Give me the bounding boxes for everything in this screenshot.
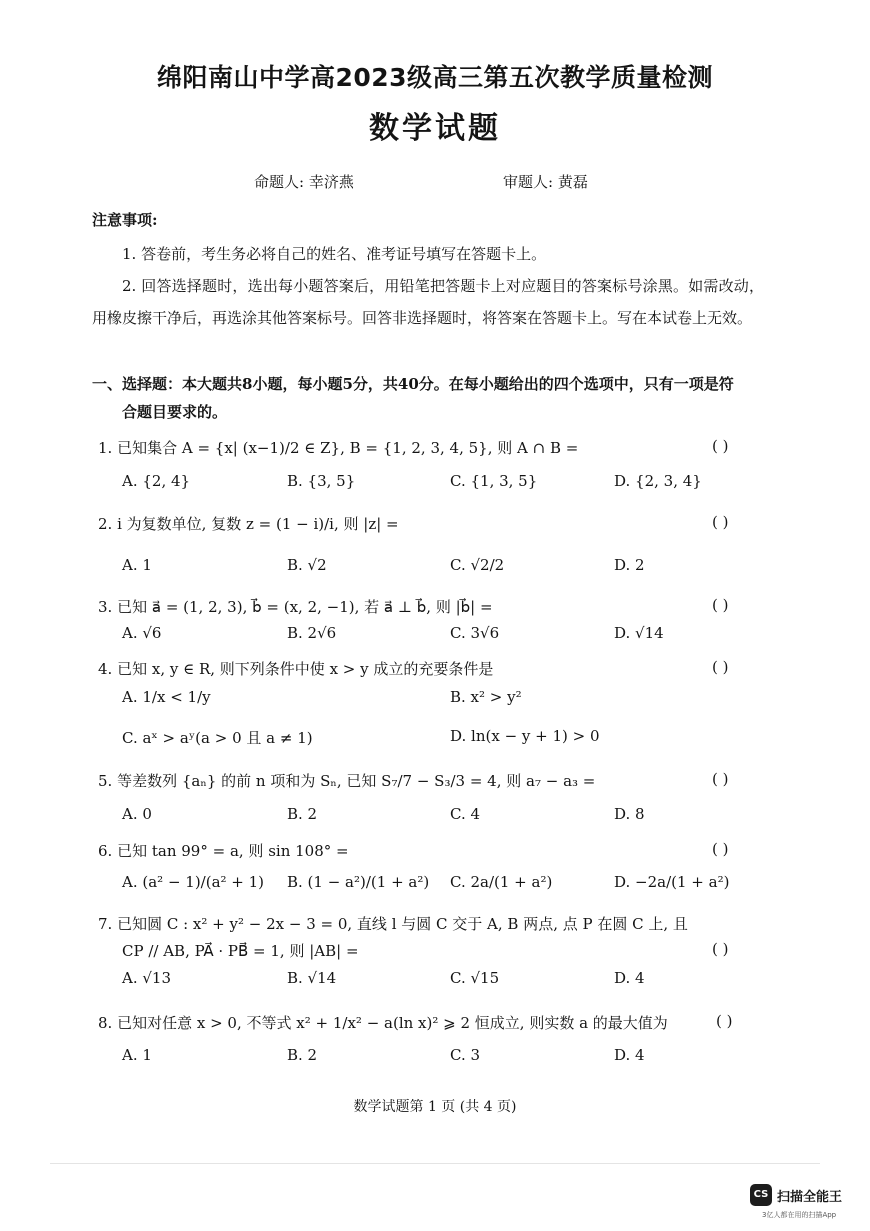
q8-option-c: C. 3 bbox=[450, 1046, 481, 1064]
section-heading: 一、选择题：本大题共8小题，每小题5分，共40分。在每小题给出的四个选项中，只有一项是符 合题目要求的。 bbox=[92, 375, 734, 421]
q2-option-a: A. 1 bbox=[122, 556, 152, 574]
q8-option-a: A. 1 bbox=[122, 1046, 152, 1064]
footer-divider bbox=[50, 1163, 820, 1164]
watermark-tagline: 3亿人都在用的扫描App bbox=[762, 1211, 837, 1219]
setter-label: 命题人: 幸济燕 bbox=[254, 173, 354, 191]
q8-option-b: B. 2 bbox=[287, 1046, 318, 1064]
question-1: 1. 已知集合 A = {x| (x−1)/2 ∈ Z}, B = {1, 2, 3, 4, 5}, 则 A ∩ B = bbox=[98, 439, 579, 457]
answer-bracket-4: ( ) bbox=[712, 658, 729, 676]
question-5: 5. 等差数列 {aₙ} 的前 n 项和为 Sₙ, 已知 S₇/7 − S₃/3 = 4, 则 a₇ − a₃ = bbox=[98, 772, 596, 790]
q1-option-c: C. {1, 3, 5} bbox=[450, 472, 538, 490]
page-footer: 数学试题第 1 页 (共 4 页) bbox=[353, 1099, 517, 1115]
q7-option-b: B. √14 bbox=[287, 969, 337, 987]
q2-option-c: C. √2/2 bbox=[450, 556, 505, 574]
watermark-name: 扫描全能王 bbox=[777, 1190, 843, 1205]
q6-option-d: D. −2a/(1 + a²) bbox=[614, 873, 730, 891]
answer-bracket-6: ( ) bbox=[712, 840, 729, 858]
q6-option-a: A. (a² − 1)/(a² + 1) bbox=[122, 873, 265, 891]
notes-heading: 注意事项: bbox=[92, 211, 158, 229]
scanner-watermark bbox=[750, 1182, 860, 1222]
q4-option-d: D. ln(x − y + 1) > 0 bbox=[450, 727, 600, 745]
q5-option-b: B. 2 bbox=[287, 805, 318, 823]
q6-option-b: B. (1 − a²)/(1 + a²) bbox=[287, 873, 430, 891]
answer-bracket-7: ( ) bbox=[712, 940, 729, 958]
answer-bracket-3: ( ) bbox=[712, 596, 729, 614]
note-item-2: 2. 回答选择题时，选出每小题答案后，用铅笔把答题卡上对应题目的答案标号涂黑。如需改动，用橡皮擦干净后，再选涂其他答案标号。回答非选择题时，将答案在答题卡上。写在本试卷上无效。 bbox=[92, 277, 764, 327]
reviewer-label: 审题人: 黄磊 bbox=[503, 173, 588, 191]
answer-bracket-8: ( ) bbox=[716, 1012, 733, 1030]
q1-option-a: A. {2, 4} bbox=[122, 472, 191, 490]
q3-option-b: B. 2√6 bbox=[287, 624, 337, 642]
question-8: 8. 已知对任意 x > 0, 不等式 x² + 1/x² − a(ln x)² ⩾ 2 恒成立, 则实数 a 的最大值为 bbox=[98, 1014, 668, 1032]
q5-option-a: A. 0 bbox=[122, 805, 152, 823]
q5-option-d: D. 8 bbox=[614, 805, 645, 823]
q4-option-a: A. 1/x < 1/y bbox=[122, 688, 211, 706]
q3-option-a: A. √6 bbox=[122, 624, 162, 642]
q6-option-c: C. 2a/(1 + a²) bbox=[450, 873, 553, 891]
q5-option-c: C. 4 bbox=[450, 805, 481, 823]
q7-option-c: C. √15 bbox=[450, 969, 500, 987]
q7-option-a: A. √13 bbox=[122, 969, 172, 987]
question-7-line-2: CP // AB, PA⃗ · PB⃗ = 1, 则 |AB| = bbox=[122, 942, 359, 960]
question-6: 6. 已知 tan 99° = a, 则 sin 108° = bbox=[98, 842, 349, 860]
q2-option-d: D. 2 bbox=[614, 556, 645, 574]
q1-option-d: D. {2, 3, 4} bbox=[614, 472, 702, 490]
question-2: 2. i 为复数单位, 复数 z = (1 − i)/i, 则 |z| = bbox=[98, 515, 399, 533]
question-7: 7. 已知圆 C : x² + y² − 2x − 3 = 0, 直线 l 与圆 C 交于 A, B 两点, 点 P 在圆 C 上, 且 bbox=[98, 915, 688, 933]
answer-bracket-5: ( ) bbox=[712, 770, 729, 788]
exam-subtitle: 数学试题 bbox=[369, 111, 501, 146]
camscanner-logo-icon: CS bbox=[750, 1184, 772, 1206]
q7-option-d: D. 4 bbox=[614, 969, 645, 987]
q4-option-b: B. x² > y² bbox=[450, 688, 522, 706]
q3-option-c: C. 3√6 bbox=[450, 624, 500, 642]
q2-option-b: B. √2 bbox=[287, 556, 327, 574]
q8-option-d: D. 4 bbox=[614, 1046, 645, 1064]
question-4: 4. 已知 x, y ∈ R, 则下列条件中使 x > y 成立的充要条件是 bbox=[98, 660, 494, 678]
answer-bracket-2: ( ) bbox=[712, 513, 729, 531]
q4-option-c: C. aˣ > aʸ(a > 0 且 a ≠ 1) bbox=[122, 729, 313, 747]
answer-bracket-1: ( ) bbox=[712, 437, 729, 455]
q1-option-b: B. {3, 5} bbox=[287, 472, 356, 490]
question-3: 3. 已知 a⃗ = (1, 2, 3), b⃗ = (x, 2, −1), 若 a⃗ ⊥ b⃗, 则 |b⃗| = bbox=[98, 598, 493, 616]
q3-option-d: D. √14 bbox=[614, 624, 664, 642]
exam-title: 绵阳南山中学高2023级高三第五次教学质量检测 bbox=[156, 63, 714, 92]
note-item-1: 1. 答卷前，考生务必将自己的姓名、准考证号填写在答题卡上。 bbox=[122, 245, 547, 263]
